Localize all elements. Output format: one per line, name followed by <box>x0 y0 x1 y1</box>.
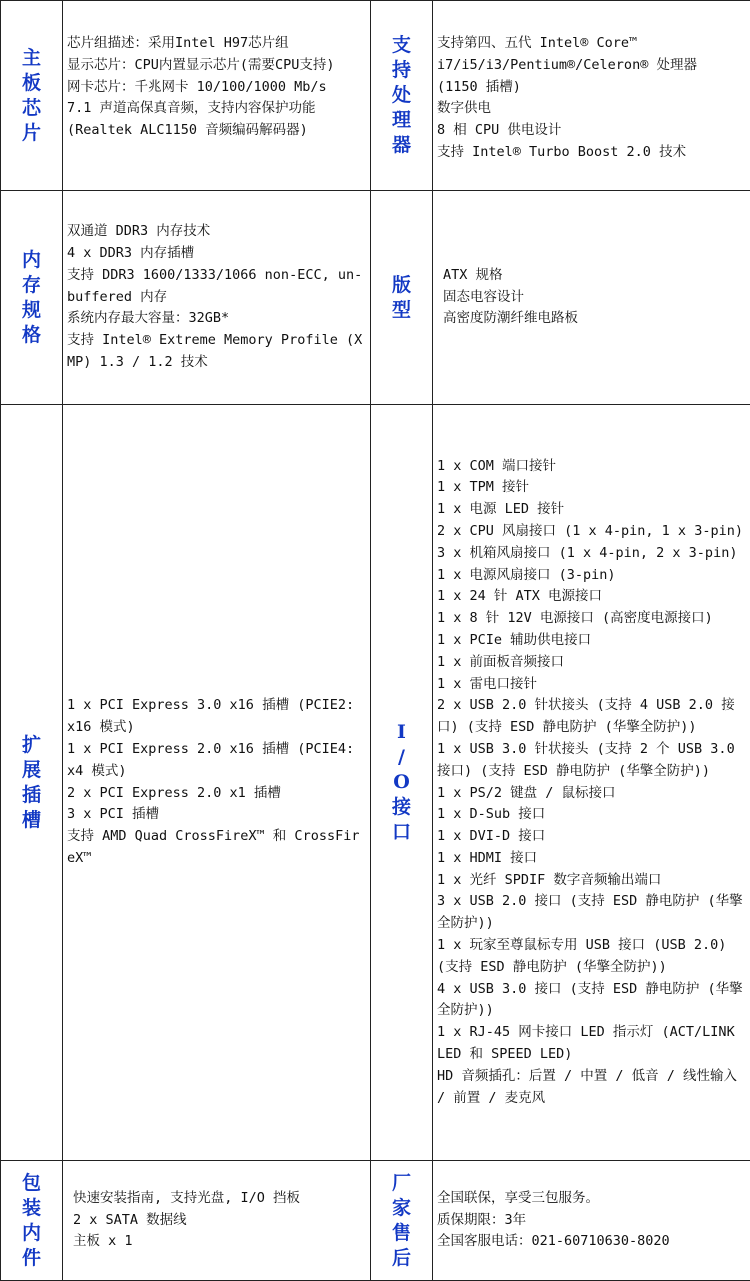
spec-row-chipset <box>1 1 750 191</box>
header-package-contents: 包 装 内 件 <box>1 1161 63 1281</box>
header-memory-spec: 内 存 规 格 <box>1 191 63 405</box>
memory-spec-details: 双通道 DDR3 内存技术 4 x DDR3 内存插槽 支持 DDR3 1600/1333/1066 non-ECC, un-buffered 内存 系统内存最大容量：32GB* 支持 Intel® Extreme Memory Profile (XMP) 1.3 / 1.2 技术 <box>63 191 371 405</box>
header-mainboard-chip: 主 板 芯 片 <box>1 1 63 191</box>
header-form-factor: 版 型 <box>371 191 433 405</box>
header-cpu-support: 支 持 处 理 器 <box>371 1 433 191</box>
package-contents-details: 快速安装指南, 支持光盘, I/O 挡板 2 x SATA 数据线 主板 x 1 <box>63 1161 371 1281</box>
header-expansion-slots: 扩 展 插 槽 <box>1 405 63 1161</box>
cpu-support-details: 支持第四、五代 Intel® Core™ i7/i5/i3/Pentium®/Celeron® 处理器 (1150 插槽) 数字供电 8 相 CPU 供电设计 支持 Intel® Turbo Boost 2.0 技术 <box>433 1 750 191</box>
spec-row-memory <box>1 191 750 405</box>
expansion-slot-details: 1 x PCI Express 3.0 x16 插槽 (PCIE2: x16 模式) 1 x PCI Express 2.0 x16 插槽 (PCIE4: x4 模式) 2 x PCI Express 2.0 x1 插槽 3 x PCI 插槽 支持 AMD Quad CrossFireX™ 和 CrossFireX™ <box>63 405 371 1161</box>
header-after-sales: 厂 家 售 后 <box>371 1161 433 1281</box>
spec-row-expansion-io <box>1 405 750 1161</box>
spec-row-package-service <box>1 1161 750 1281</box>
mainboard-chip-details: 芯片组描述：采用Intel H97芯片组 显示芯片：CPU内置显示芯片(需要CPU支持) 网卡芯片：千兆网卡 10/100/1000 Mb/s 7.1 声道高保真音频，支持内容保护功能 (Realtek ALC1150 音频编码解码器) <box>63 1 371 191</box>
form-factor-details: ATX 规格 固态电容设计 高密度防潮纤维电路板 <box>433 191 750 405</box>
header-io-ports: I / O 接 口 <box>371 405 433 1161</box>
io-port-list: 1 x COM 端口接针 1 x TPM 接针 1 x 电源 LED 接针 2 x CPU 风扇接口 (1 x 4-pin, 1 x 3-pin) 3 x 机箱风扇接口 (1 x 4-pin, 2 x 3-pin) 1 x 电源风扇接口 (3-pin) 1 x 24 针 ATX 电源接口 1 x 8 针 12V 电源接口 (高密度电源接口) 1 x PCIe 辅助供电接口 1 x 前面板音频接口 1 x 雷电口接针 2 x USB 2.0 针状接头 (支持 4 USB 2.0 接口) (支持 ESD 静电防护 (华擎全防护)) 1 x USB 3.0 针状接头 (支持 2 个 USB 3.0 接口) (支持 ESD 静电防护 (华擎全防护)) 1 x PS/2 键盘 / 鼠标接口 1 x D-Sub 接口 1 x DVI-D 接口 1 x HDMI 接口 1 x 光纤 SPDIF 数字音频输出端口 3 x USB 2.0 接口 (支持 ESD 静电防护 (华擎全防护)) 1 x 玩家至尊鼠标专用 USB 接口 (USB 2.0) (支持 ESD 静电防护 (华擎全防护)) 4 x USB 3.0 接口 (支持 ESD 静电防护 (华擎全防护)) 1 x RJ-45 网卡接口 LED 指示灯 (ACT/LINK LED 和 SPEED LED) HD 音频插孔：后置 / 中置 / 低音 / 线性输入 / 前置 / 麦克风 <box>433 405 750 1161</box>
after-sales-details: 全国联保，享受三包服务。 质保期限：3年 全国客服电话：021-60710630-8020 <box>433 1161 750 1281</box>
